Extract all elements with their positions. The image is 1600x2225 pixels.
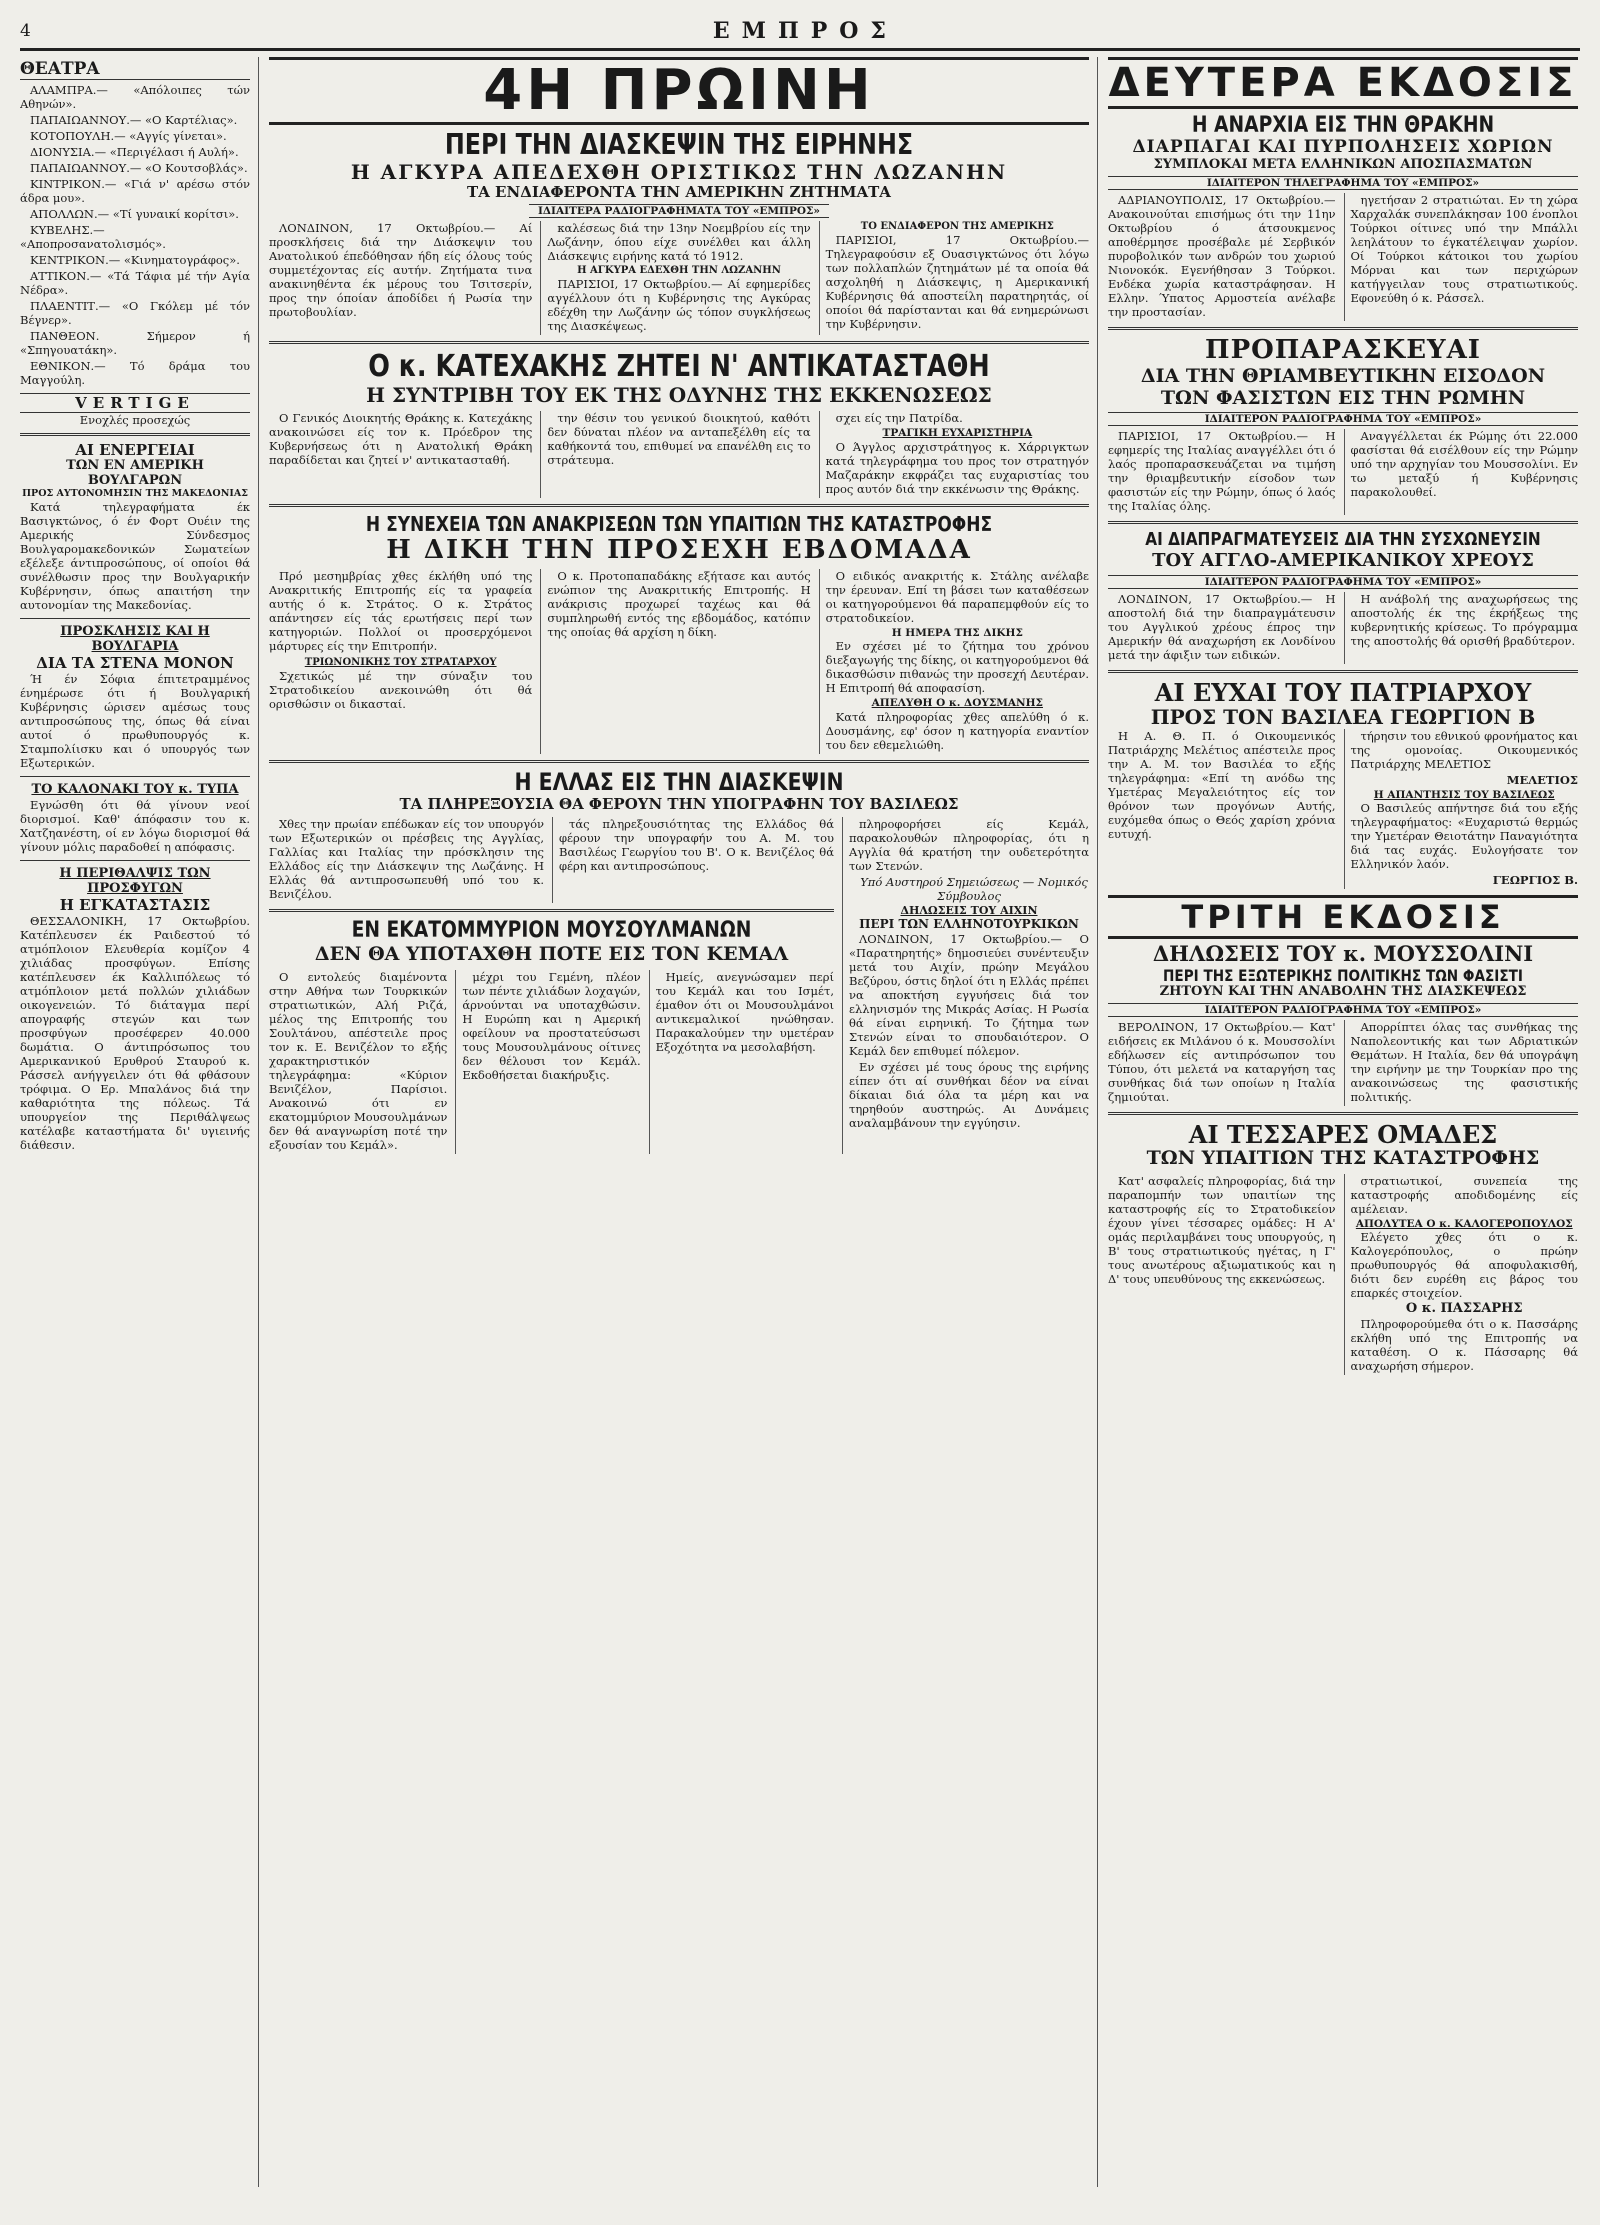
kalogeropoulos-h: ΑΠΟΛΥΤΕΑ Ο κ. ΚΑΛΟΓΕΡΟΠΟΥΛΟΣ (1355, 1218, 1573, 1231)
theatres-list (20, 83, 250, 387)
thrace-h1: Η ΑΝΑΡΧΙΑ ΕΙΣ ΤΗΝ ΘΡΑΚΗΝ (1191, 113, 1495, 138)
stena-body: Ή έν Σόφια έπιτετραμμένος ένημέρωσε ότι ή Βουλγαρική Κυβέρνησις ώρισεν αμέσως τους αντιπροσώπους της, όπως θά είναι αυτοί ό πρωθυπουργός κ. Σταμπολίισκυ και ό υπουργός των Εξωτερικών. (20, 672, 250, 771)
greece-col1: Χθες την πρωίαν επέδωκαν είς τον υπουργόν των Εξωτερικών οι πρέσβεις της Αγγλίας, Γαλλίας και Ιταλίας την πρόσκλησιν της Ελλάδος είς την Διάσκεψιν της Λωζάνης. Η Ελλάς θά αντιπροσωπευθή υπό του κ. Βενιζέλου. (269, 817, 544, 902)
debt-col2: Η ανάβολή της αναχωρήσεως της αποστολής έκ της έκρήξεως της κυβερνητικής κρίσεως. Το πρόγραμμα της αποστολής θά ορισθή βραδύτερον. (1350, 591, 1578, 648)
katehakis-h1: Ο κ. ΚΑΤΕΧΑΚΗΣ ΖΗΤΕΙ Ν' ΑΝΤΙΚΑΤΑΣΤΑΘΗ (368, 348, 990, 384)
katehakis-col1: Ο Γενικός Διοικητής Θράκης κ. Κατεχάκης ανακοινώσει είς τον κ. Πρόεδρον της Κυβερνήσεως ότι η Ανατολική Θράκη παραδίδεται και ζητεί ν' αντικατασταθή. (269, 411, 533, 468)
us-body: ΠΑΡΙΣΙΟΙ, 17 Οκτωβρίου.— Τηλεγραφούσιν εξ Ουασιγκτώνος ότι λόγω των πολλαπλών ζητημάτων μέ τα οποία θά ασχοληθή η Διάσκεψις, η Αμερικανική Κυβέρνησις θά αποστείλη παρατηρητάς, οί οποίοι θά παρίστανται και θά ενημερώνωσι την Κυβέρνησιν. (825, 232, 1089, 331)
right-column (1108, 57, 1578, 2187)
mussolini-h2: ΠΕΡΙ ΤΗΣ ΕΞΩΤΕΡΙΚΗΣ ΠΟΛΙΤΙΚΗΣ ΤΩΝ ΦΑΣΙΣΤΙ (1163, 965, 1523, 985)
tsagaraki-body: Εγνώσθη ότι θά γίνουν νεοί διορισμοί. Καθ' άπόφασιν του κ. Χατζηανέστη, οί εν λόγω διορισμοί θά γίνουν μόλις παραδοθεί η απόφασις. (20, 798, 250, 855)
main-column (269, 57, 1098, 2187)
aixin-body-2: Εν σχέσει μέ τους όρους της ειρήνης είπεν ότι αί συνθήκαι δέον να είναι δίκαιαι διά όλα τα μέρη και να τηρηθούν αυστηρώς. Αι Δυνάμεις αναλαμβάνουν την εγγύησιν. (849, 1059, 1089, 1130)
mussolini-col2: Απορρίπτει όλας τας συνθήκας της Ναπολεοντικής και των Αδριατικών Θεμάτων. Η Ιταλία, δεν θά υπογράψη την ειρήνην με την Τουρκίαν προ της ανακοινώσεως της φασιστικής πολιτικής. (1350, 1019, 1578, 1104)
theatre-item: ΔΙΟΝΥΣΙΑ.— «Περιγέλασι ή Αυλή». (30, 145, 239, 159)
mussolini-h1: ΔΗΛΩΣΕΙΣ ΤΟΥ κ. ΜΟΥΣΣΟΛΙΝΙ (1152, 941, 1534, 967)
katehakis-col2: την θέσιν του γενικού διοικητού, καθότι δεν δύναται πλέον να ανταπεξέλθη είς τα καθήκοντά του, επιθυμεί να επανέλθη εις το στράτευμα. (547, 411, 811, 468)
aixin-h2: ΠΕΡΙ ΤΩΝ ΕΛΛΗΝΟΤΟΥΡΚΙΚΩΝ (859, 917, 1079, 931)
reply-body: Ο Βασιλεύς απήντησε διά του εξής τηλεγραφήματος: «Ευχαριστώ θερμώς την Υμετέραν Θειοτάτην Παναγιότητα διά τας ευχάς. Ευλογήσατε τον Ελληνικόν λαόν. (1350, 801, 1578, 872)
refugees-h2: Η ΕΓΚΑΤΑΣΤΑΣΙΣ (59, 895, 211, 914)
muslims-col3: Ημείς, ανεγνώσαμεν περί του Κεμάλ και του Ισμέτ, έμαθον ότι οι Μουσουλμάνοι αντικεμαλικοί ηνώθησαν. Παρακαλούμεν την υμετέραν Εξοχότητα να μεσολαβήση. (655, 969, 834, 1054)
patriarch-col2: τήρησιν του εθνικού φρονήματος και της ομονοίας. Οικουμενικός Πατριάρχης ΜΕΛΕΤΙΟΣ (1350, 729, 1578, 772)
mussolini-box: ΙΔΙΑΙΤΕΡΟΝ ΡΑΔΙΟΓΡΑΦΗΜΑ ΤΟΥ «ΕΜΠΡΟΣ» (1108, 1003, 1578, 1017)
debt-col1: ΛΟΝΔΙΝΟΝ, 17 Οκτωβρίου.— Η αποστολή διά την διαπραγμάτευσιν του Αγγλικού χρέους έπρος την Αμερικήν θά αναχωρήση εκ Λονδίνου μετά την άφιξιν των ειδικών. (1108, 591, 1336, 662)
fascists-h2: ΔΙΑ ΤΗΝ ΘΡΙΑΜΒΕΥΤΙΚΗΝ ΕΙΣΟΔΟΝ (1140, 364, 1546, 387)
muslims-h2: ΔΕΝ ΘΑ ΥΠΟΤΑΧΘΗ ΠΟΤΕ ΕΙΣ ΤΟΝ ΚΕΜΑΛ (314, 942, 789, 965)
thrace-h2: ΔΙΑΡΠΑΓΑΙ ΚΑΙ ΠΥΡΠΟΛΗΣΕΙΣ ΧΩΡΙΩΝ (1132, 137, 1554, 158)
bulgarians-h2: ΤΩΝ ΕΝ ΑΜΕΡΙΚΗ ΒΟΥΛΓΑΡΩΝ (66, 458, 204, 489)
groups-col2: στρατιωτικοί, συνεπεία της καταστροφής αποδιδομένης είς αμέλειαν. (1350, 1174, 1578, 1217)
left-column (20, 57, 259, 2187)
peace-box: ΙΔΙΑΙΤΕΡΑ ΡΑΔΙΟΓΡΑΦΗΜΑΤΑ ΤΟΥ «ΕΜΠΡΟΣ» (529, 204, 829, 218)
thrace-box: ΙΔΙΑΙΤΕΡΟΝ ΤΗΛΕΓΡΑΦΗΜΑ ΤΟΥ «ΕΜΠΡΟΣ» (1108, 176, 1578, 190)
trial-col1: Πρό μεσημβρίας χθες έκλήθη υπό της Ανακριτικής Επιτροπής είς τα γραφεία αυτής ό κ. Στράτος. Ο κ. Στράτος απάντησεν είς τάς ερωτήσεις περί των κατηγοριών. Πολλοί οι προσερχόμενοι μάρτυρες είς την Επιτροπήν. (269, 569, 533, 654)
katehakis-col3: σχει είς την Πατρίδα. (835, 411, 963, 426)
mussolini-col1: ΒΕΡΟΛΙΝΟΝ, 17 Οκτωβρίου.— Κατ' ειδήσεις εκ Μιλάνου ό κ. Μουσσολίνι εδήλωσεν είς αντιπρόσωπον του Τύπου, ότι μελετά να καταργήση τας συνθήκας διά των οποίων η Ιταλία ζημιούται. (1108, 1019, 1336, 1104)
theatre-item: ΕΘΝΙΚΟΝ.— Τό δράμα του Μαγγούλη. (20, 359, 250, 387)
groups-col1: Κατ' ασφαλείς πληροφορίας, διά την παραπομπήν των υπαιτίων της καταστροφής είς το Στρατοδικείον έχουν γίνει τέσσαρες ομάδες: Η Α' ομάς περιλαμβάνει τους υπουργούς, η Β' τους στρατιωτικούς ηγέτας, η Γ' τους ανωτέρους αξιωματικούς και η Δ' τους υπευθύνους της εκκενώσεως. (1108, 1174, 1336, 1287)
fascists-col2: Αναγγέλλεται έκ Ρώμης ότι 22.000 φασίσται θά εισέλθουν είς την Ρώμην υπό την αρχηγίαν του Μουσσολίνι. Εν τω μεταξύ ή Κυβέρνησις παρακολουθεί. (1350, 429, 1578, 500)
theatres-title: ΘΕΑΤΡΑ (20, 59, 250, 80)
theatre-item: ΠΛΑΕΝΤΙΤ.— «Ο Γκόλεμ μέ τόν Βέγνερ». (20, 299, 250, 327)
peace-h1: ΠΕΡΙ ΤΗΝ ΔΙΑΣΚΕΨΙΝ ΤΗΣ ΕΙΡΗΝΗΣ (444, 128, 914, 161)
thrace-col2: ηγετήσαν 2 στρατιώται. Εν τη χώρα Χαρχαλάκ συνεπλάκησαν 100 ένοπλοι Τούρκοι οίτινες υπό την Μπάλλι λεηλάτουν το έγκατέλειψαν χωρίον. Οί Τούρκοι κάτοικοι του χωρίου Μόρναι και των περιχώρων κατήγγειλαν τους στρατιωτικούς. Εφονεύθη ό κ. Ράσσελ. (1350, 192, 1578, 305)
paper-name: ΕΜΠΡΟΣ (712, 18, 898, 44)
debt-box: ΙΔΙΑΙΤΕΡΟΝ ΡΑΔΙΟΓΡΑΦΗΜΑ ΤΟΥ «ΕΜΠΡΟΣ» (1108, 575, 1578, 589)
theatre-item: ΠΑΠΑΙΩΑΝΝΟΥ.— «Ο Κουτσοβλάς». (30, 161, 248, 175)
thrace-h3: ΣΥΜΠΛΟΚΑΙ ΜΕΤΑ ΕΛΛΗΝΙΚΩΝ ΑΠΟΣΠΑΣΜΑΤΩΝ (1153, 156, 1533, 172)
bulgarians-h1: ΑΙ ΕΝΕΡΓΕΙΑΙ (75, 441, 195, 459)
aixin-body: ΛΟΝΔΙΝΟΝ, 17 Οκτωβρίου.— Ο «Παρατηρητής» δημοσιεύει συνέντευξιν μετά του Αιχίν, πρώην Μεγάλου Βεζύρου, όστις δηλοί ότι η Ελλάς πρέπει να αποκτήση εγγυήσεις διά τον ελληνισμόν της Μικράς Ασίας. Η Ρωσία θά είναι ειρηνική. Το ζήτημα των Στενών είναι το σπουδαιότερον. Ο Κεμάλ δεν επιθυμεί πόλεμον. (849, 931, 1089, 1058)
patriarch-h1: ΑΙ ΕΥΧΑΙ ΤΟΥ ΠΑΤΡΙΑΡΧΟΥ (1154, 677, 1532, 707)
reply-h: Η ΑΠΑΝΤΗΣΙΣ ΤΟΥ ΒΑΣΙΛΕΩΣ (1373, 789, 1555, 802)
aixin-h: ΔΗΛΩΣΕΙΣ ΤΟΥ ΑΙΧΙΝ (900, 904, 1038, 918)
thanks-h: ΤΡΑΓΙΚΗ ΕΥΧΑΡΙΣΤΗΡΙΑ (882, 427, 1033, 440)
groups-h1: ΑΙ ΤΕΣΣΑΡΕΣ ΟΜΑΔΕΣ (1188, 1119, 1498, 1149)
trial-col3: Ο ειδικός ανακριτής κ. Στάλης ανέλαβε την έρευναν. Επί τη βάσει των καταθέσεων οι κατηγορούμενοι θά παραπεμφθούν είς το στρατοδικείον. (825, 569, 1089, 626)
debt-h1: ΑΙ ΔΙΑΠΡΑΓΜΑΤΕΥΣΕΙΣ ΔΙΑ ΤΗΝ ΣΥΣΧΩΝΕΥΣΙΝ (1145, 529, 1541, 551)
ser-h: ΤΡΙΩΝΟΝΙΚΗΣ ΤΟΥ ΣΤΡΑΤΑΡΧΟΥ (304, 657, 497, 669)
groups-h2: ΤΩΝ ΥΠΑΙΤΙΩΝ ΤΗΣ ΚΑΤΑΣΤΡΟΦΗΣ (1146, 1147, 1540, 1170)
trial-h2: Η ΔΙΚΗ ΤΗΝ ΠΡΟΣΕΧΗ ΕΒΔΟΜΑΔΑ (386, 534, 972, 565)
newspaper-page (20, 14, 1580, 2194)
trial-col2: Ο κ. Προτοπαπαδάκης εξήτασε και αυτός ενώπιον της Ανακριτικής Επιτροπής. Η ανάκρισις προχωρεί ταχέως και θά συμπληρωθή εντός της εβδομάδος, κατόπιν της οποίας θά αρχίση η δίκη. (547, 569, 811, 640)
us-h: ΤΟ ΕΝΔΙΑΦΕΡΟΝ ΤΗΣ ΑΜΕΡΙΚΗΣ (860, 221, 1054, 233)
peace-h2: Η ΑΓΚΥΡΑ ΑΠΕΔΕΧΘΗ ΟΡΙΣΤΙΚΩΣ ΤΗΝ ΛΩΖΑΝΗΝ (350, 160, 1008, 185)
passaris-body: Πληροφορούμεθα ότι ο κ. Πασσάρης εκλήθη υπό της Επιτροπής να καταθέση. Ο κ. Πάσσαρης θά αναχωρήση σήμερον. (1350, 1317, 1578, 1374)
theatre-item: ΠΑΝΘΕΟΝ. Σήμερον ή «Σπηγουατάκη». (20, 329, 250, 357)
second-edition-banner: ΔΕΥΤΕΡΑ ΕΚΔΟΣΙΣ (1108, 57, 1578, 109)
fascists-h1: ΠΡΟΠΑΡΑΣΚΕΥΑΙ (1205, 334, 1481, 365)
refugees-body: ΘΕΣΣΑΛΟΝΙΚΗ, 17 Οκτωβρίου. Κατέπλευσεν έκ Ραιδεστού τό ατμόπλοιον Ελευθερία κομίζον 4 χιλιάδας προσφύγων. Επίσης κατέπλευσεν έκ Καλλιπόλεως τό ατμόπλοιον μετά πολλών χιλιάδων οικογενειών. Τό διάταγμα περί απογραφής στεγών και των προσφύγων προσέφερεν 40.000 δωμάτια. Ο άντιπρόσωπος του Αμερικανικού Ερυθρού Σταυρού κ. Ράσσελ ανήγγειλεν ότι θά φθάσουν τρόφιμα. Ο Ερ. Μπαλάνος διά την καθαριότητα της πόλεως. Τά υπουργείον της Περιθάλψεως κατέλαβε καταστήματα δι' υγιεινής διάθεσιν. (20, 914, 250, 1153)
third-edition-banner: ΤΡΙΤΗ ΕΚΔΟΣΙΣ (1108, 895, 1578, 939)
stena-h1: ΠΡΟΣΚΛΗΣΙΣ ΚΑΙ Η ΒΟΥΛΓΑΡΙΑ (60, 624, 210, 654)
fascists-h3: ΤΩΝ ΦΑΣΙΣΤΩΝ ΕΙΣ ΤΗΝ ΡΩΜΗΝ (1160, 386, 1526, 409)
patriarch-h2: ΠΡΟΣ ΤΟΝ ΒΑΣΙΛΕΑ ΓΕΩΡΓΙΟΝ Β (1150, 705, 1536, 730)
thanks-body: Ο Άγγλος αρχιστράτηγος κ. Χάρριγκτων κατά τηλεγράφημα του προς τον στρατηγόν Μαζαράκην εκφράζει τας ευχαριστίας του προς αυτόν διά την εκκένωσιν της Θράκης. (825, 439, 1089, 496)
theatre-item: ΚΙΝΤΡΙΚΟΝ.— «Γιά ν' αρέσω στόν άδρα μου». (20, 177, 250, 205)
ankara-h: Η ΑΓΚΥΡΑ ΕΔΕΧΘΗ ΤΗΝ ΛΩΖΑΝΗΝ (577, 265, 781, 277)
greece-col3: πληροφορήσει είς Κεμάλ, παρακολουθών πληροφορίας, ότι η Αγγλία θά κρατήση την ουδετερότητα των Στενών. (849, 817, 1089, 874)
theatre-item: ΑΠΟΛΛΩΝ.— «Τί γυναικί κορίτσι». (30, 207, 239, 221)
theatre-item: ΑΛΑΜΠΡΑ.— «Απόλοιπες τών Αθηνών». (20, 83, 250, 111)
peace-col2: καλέσεως διά την 13ην Νοεμβρίου είς την Λωζάνην, όπου είχε συνέλθει και άλλη Διάσκεψις ειρήνης κατά τό 1912. (547, 221, 811, 264)
refugees-h1: Η ΠΕΡΙΘΑΛΨΙΣ ΤΩΝ ΠΡΟΣΦΥΓΩΝ (59, 866, 211, 897)
edition-banner: 4Η ΠΡΩΙΝΗ (269, 57, 1089, 125)
masthead (20, 14, 1580, 51)
muslims-col2: μέχρι του Γεμένη, πλέον των πέντε χιλιάδων λοχαγών, άρνούνται να υποταχθώσιν. Η Ευρώπη και η Αμερική οφείλουν να προστατεύσωσι τους Μουσουλμάνους οίτινες δεν θέλουσι τον Κεμάλ. Εκδοθήσεται διακήρυξις. (462, 969, 641, 1082)
muslims-h1: ΕΝ ΕΚΑΤΟΜΜΥΡΙΟΝ ΜΟΥΣΟΥΛΜΑΝΩΝ (351, 918, 752, 944)
ser-body: Σχετικώς μέ την σύναξιν του Στρατοδικείου ανεκοινώθη ότι θά ορισθώσιν οι δικασταί. (269, 668, 533, 711)
fascists-col1: ΠΑΡΙΣΙΟΙ, 17 Οκτωβρίου.— Η εφημερίς της Ιταλίας αναγγέλλει ότι ό λαός προπαρασκευάζεται να τιμήση την θριαμβευτικήν είσοδον των φασιστών είς την Ρώμην, όπως ό λαός της Ιταλίας όλης. (1108, 429, 1336, 514)
patriarch-signature: ΜΕΛΕΤΙΟΣ (1506, 773, 1578, 788)
peace-col1: ΛΟΝΔΙΝΟΝ, 17 Οκτωβρίου.— Αί προσκλήσεις διά την Διάσκεψιν του Ανατολικού έπεδόθησαν ήδη είς όλους τούς συμμετέχοντας είς αυτήν. Ζητήματα τινα ανακινηθέντα έκ μέρους του Τσιτσερίν, προς την όποίαν άποδίδει ή Ρωσία την πρωτοβουλίαν. (269, 221, 533, 320)
day-body: Εν σχέσει μέ το ζήτημα του χρόνου διεξαγωγής της δίκης, οι κατηγορούμενοι θά δικασθώσιν πιθανώς την προσεχή Δευτέραν. Η Επιτροπή θά αποφασίση. (825, 639, 1089, 696)
greece-h1: Η ΕΛΛΑΣ ΕΙΣ ΤΗΝ ΔΙΑΣΚΕΨΙΝ (514, 767, 844, 796)
trial-h1: Η ΣΥΝΕΧΕΙΑ ΤΩΝ ΑΝΑΚΡΙΣΕΩΝ ΤΩΝ ΥΠΑΙΤΙΩΝ ΤΗΣ ΚΑΤΑΣΤΡΟΦΗΣ (365, 511, 993, 536)
tsagaraki-h: ΤΟ ΚΑΛΟΝΑΚΙ ΤΟΥ κ. ΤΥΠΑ (31, 782, 239, 798)
bulgarians-body: Κατά τηλεγραφήματα έκ Βασιγκτώνος, ό έν Φορτ Ουέιν της Αμερικής Σύνδεσμος Βουλγαρομακεδονικών Σωματείων εξέλεξε άντιπροσώπους, οί οποίοι θά συνέλθωσιν προς την Βουλγαρικήν Κυβέρνησιν, όπως απαιτήση την αυτονομίαν της Μακεδονίας. (20, 500, 250, 613)
theatre-item: ΑΤΤΙΚΟΝ.— «Τά Τάφια μέ τήν Αγία Νέδρα». (20, 269, 250, 297)
vertige-title: VERTIGE (20, 393, 250, 413)
theatre-item: ΠΑΠΑΙΩΑΝΝΟΥ.— «Ο Καρτέλιας». (30, 113, 238, 127)
mussolini-h3: ΖΗΤΟΥΝ ΚΑΙ ΤΗΝ ΑΝΑΒΟΛΗΝ ΤΗΣ ΔΙΑΣΚΕΨΕΩΣ (1159, 983, 1527, 999)
theatre-item: ΚΕΝΤΡΙΚΟΝ.— «Κινηματογράφος». (30, 253, 240, 267)
debt-h2: ΤΟΥ ΑΓΓΛΟ-ΑΜΕΡΙΚΑΝΙΚΟΥ ΧΡΕΟΥΣ (1152, 550, 1534, 572)
muslims-col1: Ο εντολεύς διαμένοντα στην Αθήνα των Τουρκικών στρατιωτικών, Αλή Ριζά, μέλος της Επιτροπής του Σουλτάνου, απέστειλε προς τον κ. Ε. Βενιζέλον το εξής χαρακτηριστικόν τηλεγράφημα: «Κύριον Βενιζέλον, Παρίσιοι. Ανακοινώ ότι εν εκατομμύριον Μουσουλμάνων δεν θά αναγνωρίση ποτέ την εξουσίαν του Κεμάλ». (269, 969, 448, 1152)
theatre-item: ΚΟΤΟΠΟΥΛΗ.— «Αγγίς γίνεται». (30, 129, 227, 143)
ankara-body: ΠΑΡΙΣΙΟΙ, 17 Οκτωβρίου.— Αί εφημερίδες αγγέλλουν ότι η Κυβέρνησις της Αγκύρας εδέχθη την Λωζάνην ώς τόπον συγκλήσεως της Διασκέψεως. (547, 276, 811, 333)
greece-h2: ΤΑ ΠΛΗΡΕΞΟΥΣΙΑ ΘΑ ΦΕΡΟΥΝ ΤΗΝ ΥΠΟΓΡΑΦΗΝ ΤΟΥ ΒΑΣΙΛΕΩΣ (399, 795, 959, 814)
dous-h: ΑΠΕΛΥΘΗ Ο κ. ΔΟΥΣΜΑΝΗΣ (871, 697, 1043, 710)
passaris-h: Ο κ. ΠΑΣΣΑΡΗΣ (1405, 1301, 1523, 1317)
page-number: 4 (20, 21, 31, 41)
stena-h2: ΔΙΑ ΤΑ ΣΤΕΝΑ ΜΟΝΟΝ (36, 653, 234, 672)
bulgarians-h3: ΠΡΟΣ ΑΥΤΟΝΟΜΗΣΙΝ ΤΗΣ ΜΑΚΕΔΟΝΙΑΣ (22, 488, 248, 500)
greece-alt: Υπό Αυστηρού Σημειώσεως — Νομικός Σύμβουλος (860, 875, 1088, 904)
greece-col2: τάς πληρεξουσιότητας της Ελλάδος θά φέρουν την υπογραφήν του Α. Μ. του Βασιλέως Γεωργίου του Β'. Ο κ. Βενιζέλος θά φέρη και αντιπροσώπους. (559, 817, 834, 874)
theatre-item: ΚΥΒΕΛΗΣ.— «Αποπροσανατολισμός». (20, 223, 166, 251)
king-signature: ΓΕΩΡΓΙΟΣ Β. (1492, 873, 1578, 888)
peace-h3: ΤΑ ΕΝΔΙΑΦΕΡΟΝΤΑ ΤΗΝ ΑΜΕΡΙΚΗΝ ΖΗΤΗΜΑΤΑ (467, 183, 891, 202)
patriarch-col1: Η Α. Θ. Π. ό Οικουμενικός Πατριάρχης Μελέτιος απέστειλε προς την Α. Μ. τον Βασιλέα το εξής τηλεγράφημα: «Επί τη ανόδω της Υμετέρας Μεγαλειότητος είς τον θρόνον των προγόνων Αυτής, ευχόμεθα όπως ο Θεός χαρίση χρόνια ευτυχή. (1108, 729, 1336, 842)
fascists-box: ΙΔΙΑΙΤΕΡΟΝ ΡΑΔΙΟΓΡΑΦΗΜΑ ΤΟΥ «ΕΜΠΡΟΣ» (1108, 412, 1578, 426)
thrace-col1: ΑΔΡΙΑΝΟΥΠΟΛΙΣ, 17 Οκτωβρίου.— Ανακοινούται επισήμως ότι την 11ην Οκτωβρίου ό άτσουκμενος αποθέρμησε προσέβαλε μέ Σερβικόν πυροβολικόν των ανδρών του χωριού Νιονοκόκ. Εγενήθησαν 3 Τούρκοι. Ενδέκα χωρία καταστράφησαν. Η Ελλην. Ύπατος Αρμοστεία ανέλαβε την προστασίαν. (1108, 192, 1336, 319)
vertige-line: Ενοχλές προσεχώς (79, 413, 191, 427)
dous-body: Κατά πληροφορίας χθες απελύθη ό κ. Δουσμάνης, εφ' όσον η κατηγορία εναντίον του δεν εθεμελιώθη. (825, 709, 1089, 752)
kalogeropoulos-body: Ελέγετο χθες ότι ο κ. Καλογερόπουλος, ο πρώην πρωθυπουργός θά αποφυλακισθή, διότι δεν ευρέθη εις βάρος του επαρκές στοιχείον. (1350, 1230, 1578, 1301)
katehakis-h2: Η ΣΥΝΤΡΙΒΗ ΤΟΥ ΕΚ ΤΗΣ ΟΔΥΝΗΣ ΤΗΣ ΕΚΚΕΝΩΣΕΩΣ (366, 383, 992, 408)
day-h: Η ΗΜΕΡΑ ΤΗΣ ΔΙΚΗΣ (891, 627, 1023, 640)
